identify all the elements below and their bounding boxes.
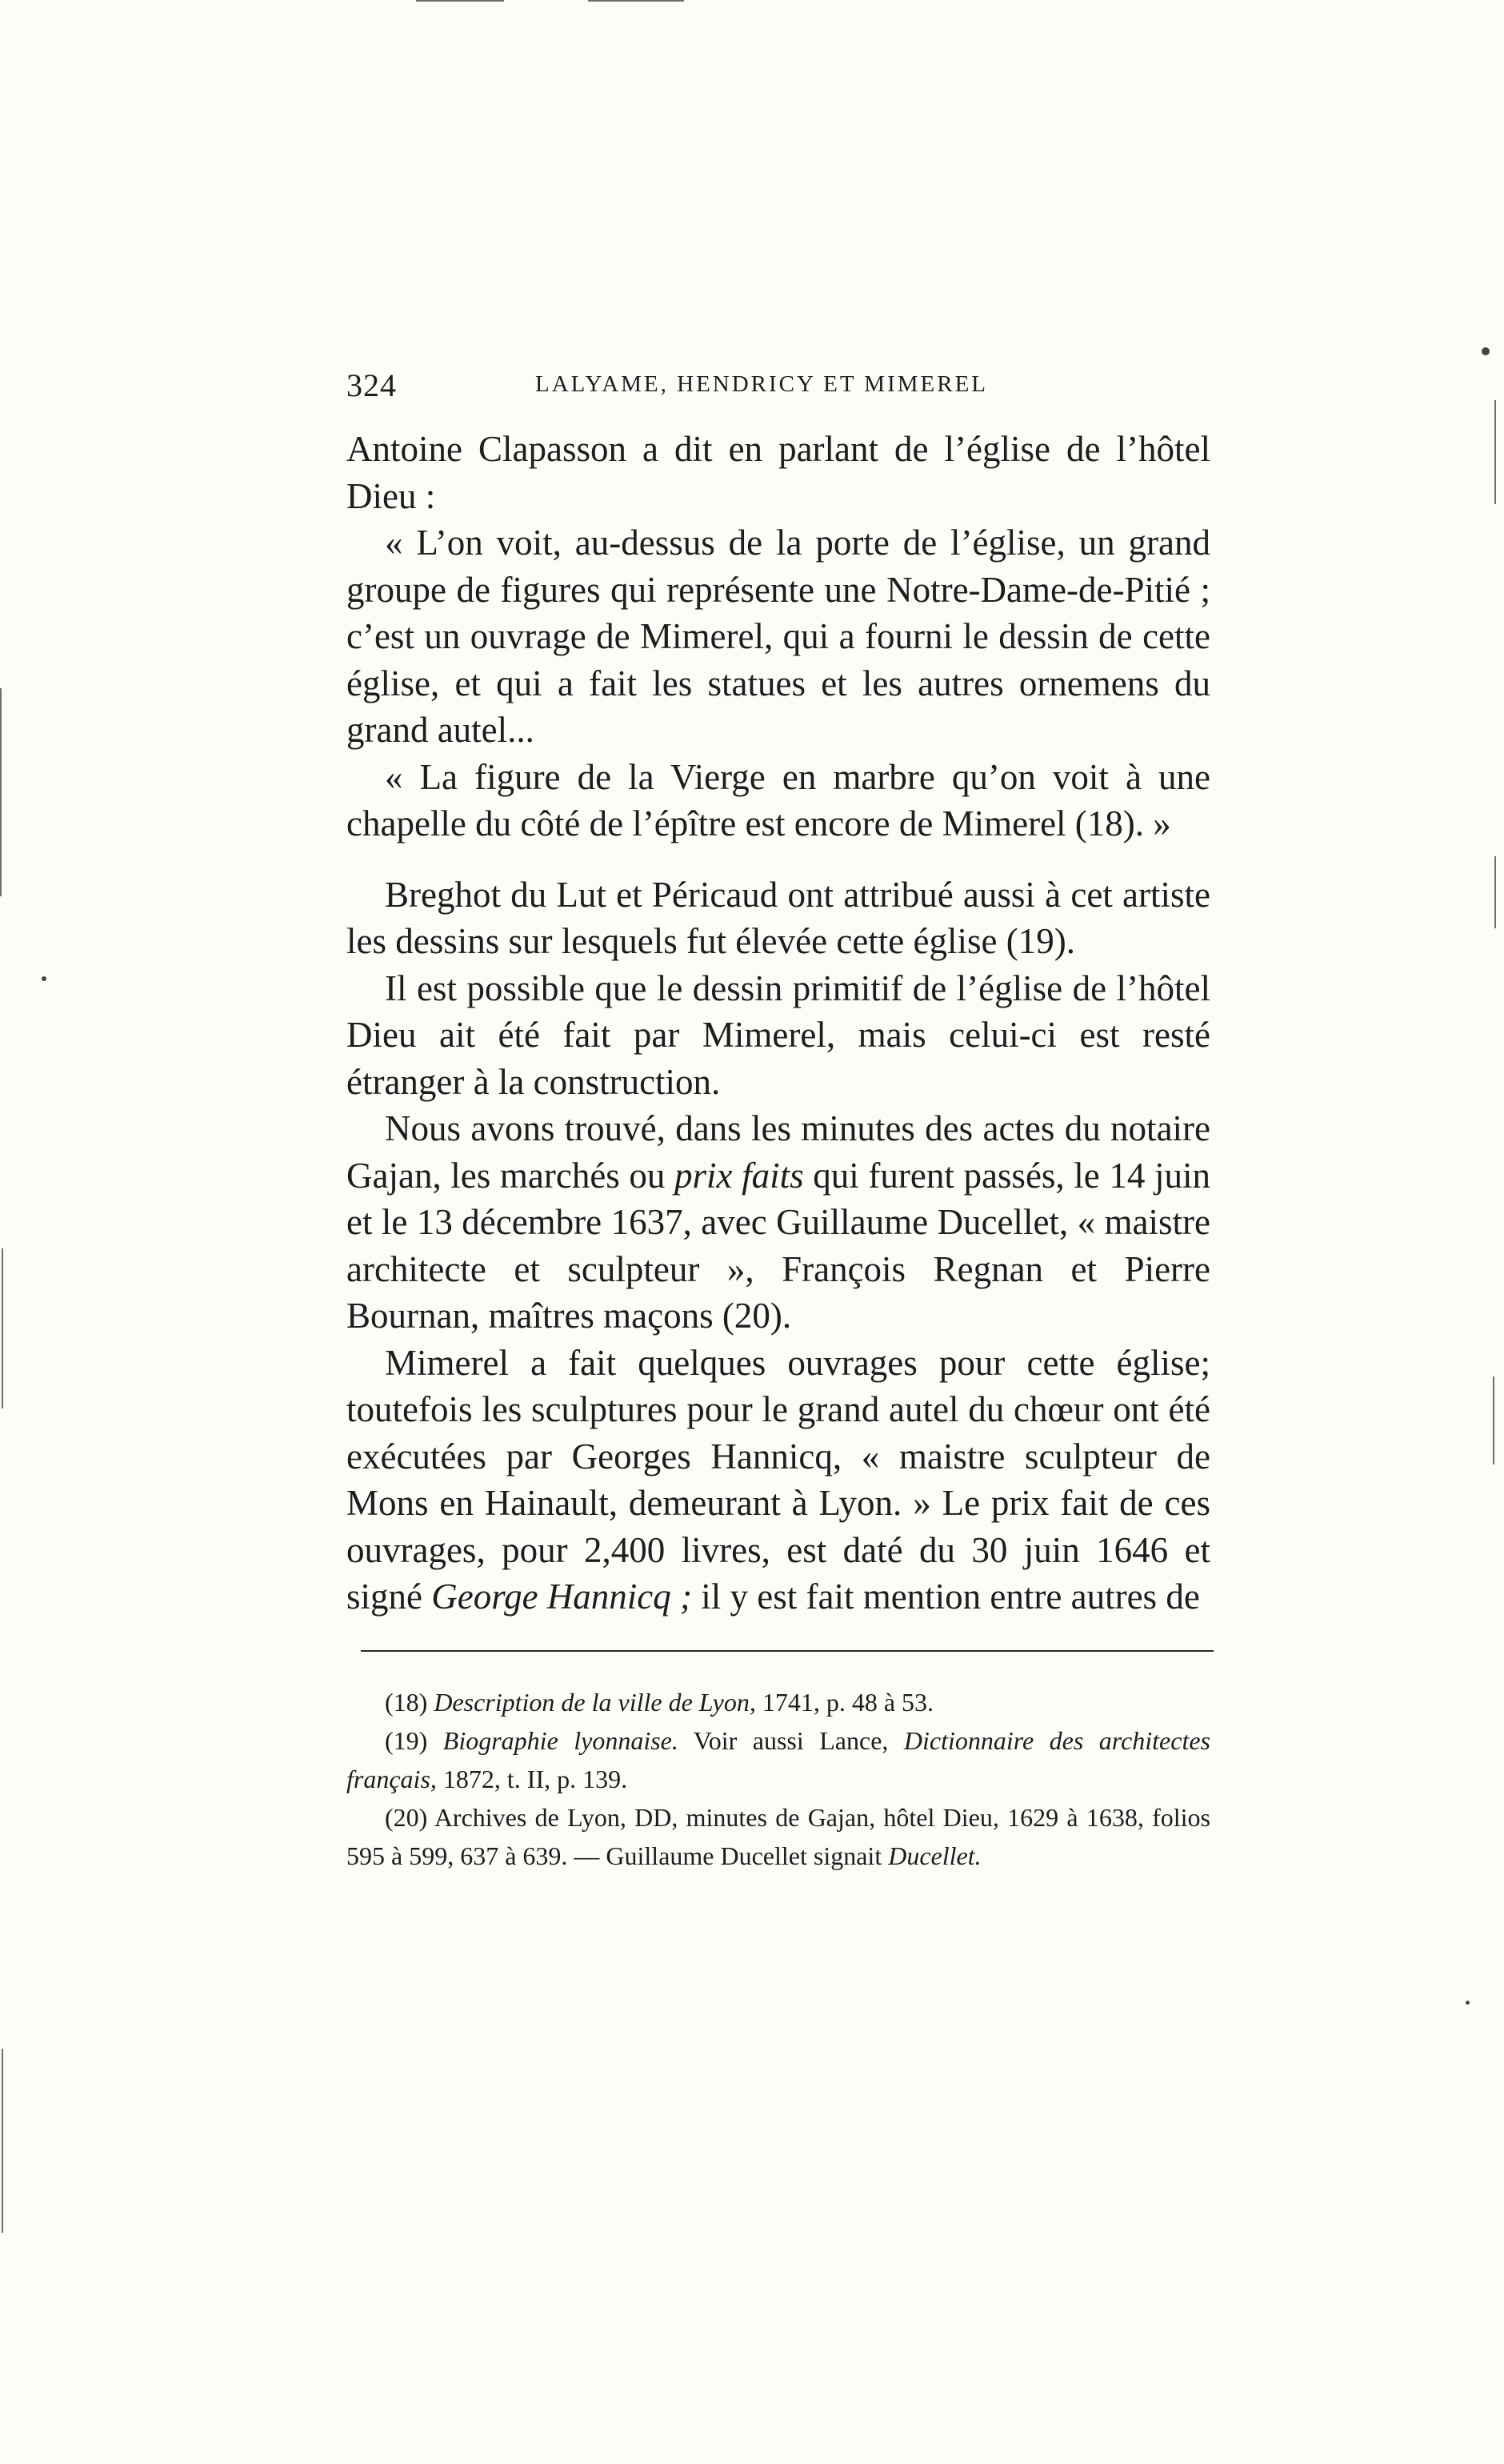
footnote-text: 1741, p. 48 à 53. bbox=[755, 1688, 934, 1717]
page-header bbox=[346, 367, 1218, 415]
footnote-text: Voir aussi Lance, bbox=[678, 1726, 904, 1755]
footnote-rule bbox=[361, 1650, 1214, 1652]
italic-text: Dictionnaire des architectes français, bbox=[346, 1726, 1210, 1793]
footnote-18 bbox=[346, 1683, 1210, 1721]
italic-text: Description de la ville de Lyon, bbox=[434, 1688, 756, 1717]
paragraph: Il est possible que le dessin primitif de l’église de l’hôtel Dieu ait été fait par Mimerel, mais celui-ci est resté étranger à la construction. bbox=[346, 968, 1210, 1102]
paragraph-text: Mimerel a fait quelques ouvrages pour cette église; toutefois les sculptures pour le grand autel du chœur ont été exécutées par Georges Hannicq, « maistre sculpteur de Mons en Hainault, demeurant à Lyon. » Le prix fait de ces ouvrages, pour 2,400 livres, est daté du 30 juin 1646 et signé bbox=[346, 1342, 1210, 1617]
scan-edge-line-right bbox=[1493, 1376, 1494, 1464]
italic-text: George Hannicq ; bbox=[431, 1577, 692, 1617]
quotation: « La figure de la Vierge en marbre qu’on voit à une chapelle du côté de l’épître est encore de Mimerel (18). » bbox=[346, 756, 1210, 843]
italic-text: prix faits bbox=[674, 1155, 804, 1196]
footnote-number: (18) bbox=[385, 1688, 434, 1717]
scan-speck bbox=[1482, 347, 1490, 355]
page-number: 324 bbox=[346, 367, 397, 403]
paragraph-text: il y est fait mention entre autres de bbox=[692, 1577, 1200, 1617]
paragraph-text: Nous avons trouvé, dans les minutes des actes du notaire Gajan, les marchés ou bbox=[346, 1108, 1210, 1196]
scan-speck bbox=[1466, 2001, 1470, 2005]
scan-edge-line-left bbox=[0, 688, 2, 896]
paragraph: Antoine Clapasson a dit en parlant de l’église de l’hôtel Dieu : bbox=[346, 429, 1210, 516]
quotation: « L’on voit, au-dessus de la porte de l’église, un grand groupe de figures qui représente une Notre-Dame-de-Pitié ; c’est un ouvrage de Mimerel, qui a fourni le dessin de cette église, et qui a fait les statues et les autres ornemens du grand autel... bbox=[346, 523, 1210, 750]
scan-edge-line-top bbox=[416, 0, 504, 2]
footnote-text: (20) Archives de Lyon, DD, minutes de Gajan, hôtel Dieu, 1629 à 1638, folios 595 à 599, 637 à 639. — Guillaume Ducellet signait bbox=[346, 1803, 1210, 1870]
scan-edge-line-top bbox=[588, 0, 684, 2]
paragraph-text: qui furent passés, le 14 juin et le 13 décembre 1637, avec Guillaume Ducellet, « maistre architecte et sculpteur », François Regnan et Pierre Bournan, maîtres maçons (20). bbox=[346, 1155, 1210, 1336]
italic-text: Biographie lyonnaise. bbox=[442, 1726, 678, 1755]
scan-edge-line-left bbox=[2, 2049, 3, 2233]
scan-edge-line-right bbox=[1494, 856, 1496, 928]
scan-speck bbox=[42, 976, 46, 981]
footnote-number: (19) bbox=[385, 1726, 443, 1755]
paragraph: Breghot du Lut et Péricaud ont attribué aussi à cet artiste les dessins sur lesquels fut élevée cette église (19). bbox=[346, 874, 1210, 961]
footnote-text: 1872, t. II, p. 139. bbox=[436, 1765, 628, 1793]
italic-text: Ducellet. bbox=[888, 1841, 982, 1870]
footnote-19 bbox=[346, 1721, 1210, 1798]
running-title: LALYAME, HENDRICY ET MIMEREL bbox=[535, 371, 989, 397]
footnote-20 bbox=[346, 1798, 1210, 1875]
paragraph bbox=[346, 1340, 1210, 1621]
scan-edge-line-right bbox=[1494, 400, 1496, 504]
scan-edge-line-left bbox=[2, 1248, 3, 1408]
body-text bbox=[346, 426, 1210, 1621]
paragraph bbox=[346, 1105, 1210, 1340]
footnotes bbox=[346, 1683, 1210, 1875]
